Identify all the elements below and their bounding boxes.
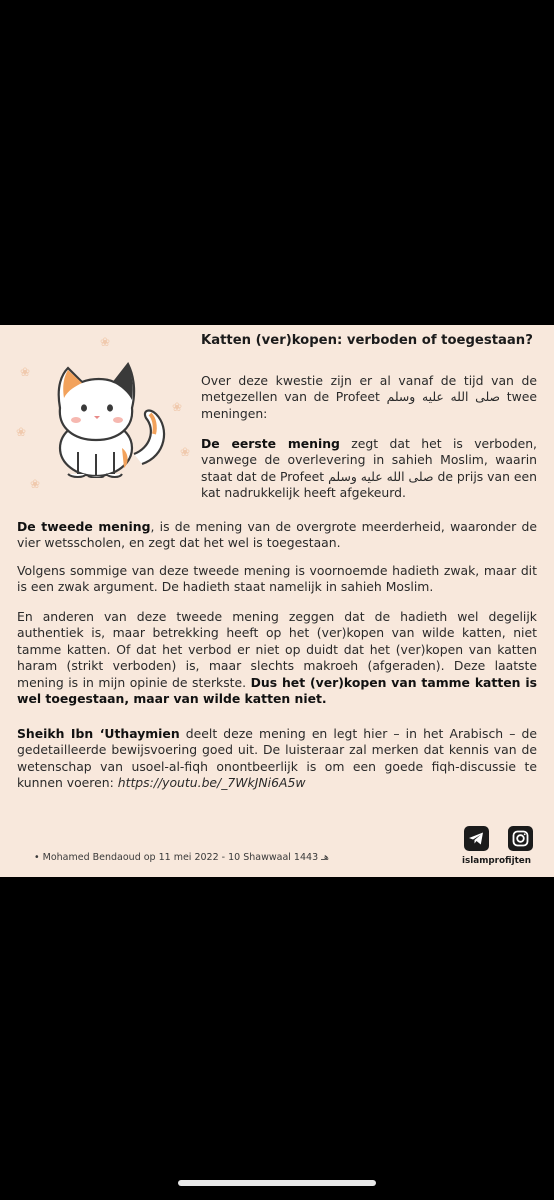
youtube-link[interactable]: https://youtu.be/_7WkJNi6A5w xyxy=(117,775,306,791)
first-opinion-text: zegt dat het is verboden, vanwege de overlevering in sahieh Moslim, waarin staat dat de Profeet xyxy=(201,436,537,484)
paw-print-icon: ❀ xyxy=(172,400,183,414)
paw-print-icon: ❀ xyxy=(100,335,111,349)
post-title: Katten (ver)kopen: verboden of toegestaan? xyxy=(201,333,533,348)
paragraph-second-opinion xyxy=(17,519,537,552)
second-opinion-text: , is de mening van de overgrote meerderheid, waaronder de vier wetsscholen, en zegt dat het wel is toegestaan. xyxy=(17,519,537,551)
paw-print-icon: ❀ xyxy=(20,365,31,379)
account-handle: islamprofijten xyxy=(462,856,532,866)
paw-print-icon: ❀ xyxy=(16,425,27,439)
paragraph-sheikh xyxy=(17,726,537,792)
paw-print-icon: ❀ xyxy=(180,445,191,459)
arabic-salutation: صلى الله عليه وسلم xyxy=(328,468,434,484)
conclusion-text: Dus het (ver)kopen van tamme katten is wel toegestaan, maar van wilde katten niet. xyxy=(17,674,537,707)
intro-text-end: twee meningen: xyxy=(201,389,537,421)
paragraph-weak-hadith: Volgens sommige van deze tweede mening is voornoemde hadieth zwak, maar dit is een zwak argument. De hadieth staat namelijk in sahieh Moslim. xyxy=(17,563,537,595)
post-footer: • Mohamed Bendaoud op 11 mei 2022 - 10 Shawwaal 1443 هـ xyxy=(34,852,329,863)
arabic-salutation: صلى الله عليه وسلم xyxy=(386,389,501,405)
cat-illustration xyxy=(38,356,170,478)
authentic-text: En anderen van deze tweede mening zeggen dat de hadieth wel degelijk authentiek is, maar betrekking heeft op het (ver)kopen van wilde katten, niet tamme katten. Of dat het verbod er niet op duidt dat het (ver)kopen van katten haram (strikt verboden) is, maar slechts makroeh (afgeraden). Deze laatste mening is in mijn opinie de sterkste. xyxy=(17,609,537,690)
second-opinion-heading: De tweede mening xyxy=(17,519,151,534)
first-opinion-text-end: de prijs van een kat nadrukkelijk heeft afgekeurd. xyxy=(201,468,537,501)
sheikh-name: Sheikh Ibn ‘Uthaymien xyxy=(17,726,180,741)
instagram-icon[interactable] xyxy=(508,826,533,851)
first-opinion-heading: De eerste mening xyxy=(201,436,340,451)
telegram-icon[interactable] xyxy=(464,826,489,851)
intro-text: Over deze kwestie zijn er al vanaf de tijd van de metgezellen van de Profeet xyxy=(201,373,537,405)
home-indicator[interactable] xyxy=(178,1180,376,1186)
paw-print-icon: ❀ xyxy=(30,477,41,491)
paragraph-authentic xyxy=(17,609,537,707)
sheikh-text: deelt deze mening en legt hier – in het Arabisch – de gedetailleerde bewijsvoering goed uit. De luisteraar zal merken dat kennis van de wetenschap van usoel-al-fiqh onontbeerlijk is om een goede fiqh-discussie te kunnen voeren: xyxy=(17,726,537,791)
paragraph-intro xyxy=(201,373,537,422)
paragraph-first-opinion xyxy=(201,436,537,502)
